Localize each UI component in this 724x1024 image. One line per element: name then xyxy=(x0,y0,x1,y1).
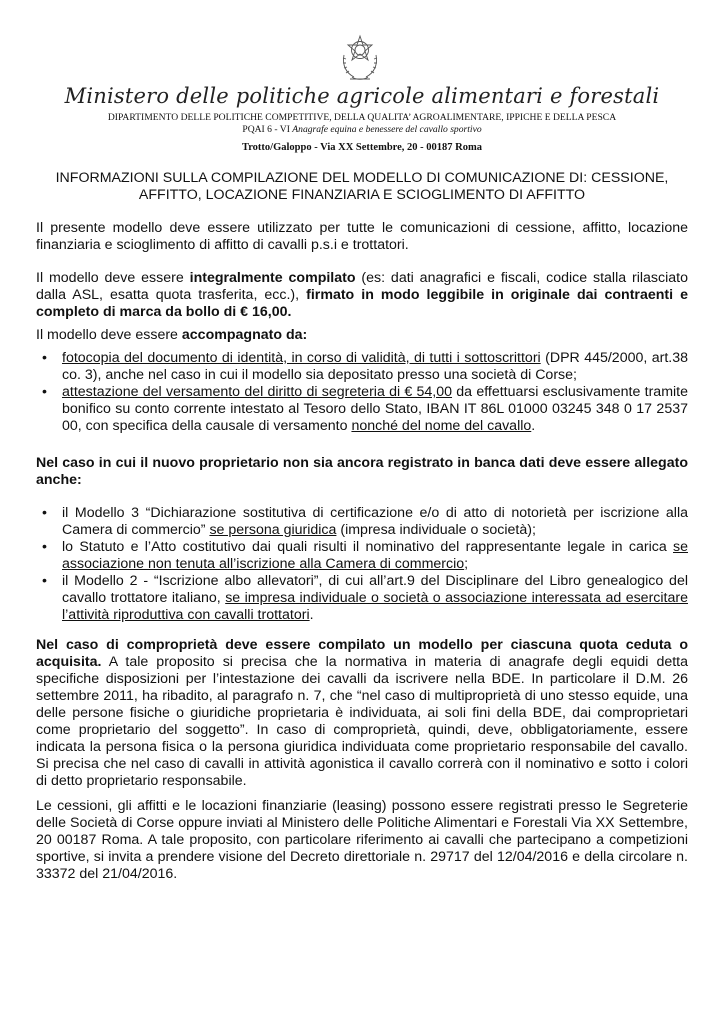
new-owner-paragraph xyxy=(36,455,688,489)
text-fragment: . xyxy=(309,607,314,623)
ministry-name: Ministero delle politiche agricole alimentari e forestali xyxy=(64,84,660,108)
text-fragment: Il modello deve essere xyxy=(36,327,182,343)
text-fragment: (impresa individuale o società); xyxy=(336,522,536,538)
list-item xyxy=(36,539,688,573)
attachments-list xyxy=(36,350,688,435)
intro-paragraph xyxy=(36,220,688,254)
bullet: • xyxy=(42,384,47,400)
underlined-fragment: se impresa individuale o società o associazione interessata ad esercitare l’attività riproduttiva con cavalli trottatori xyxy=(62,590,688,623)
text-fragment: A tale proposito si precisa che la normativa in materia di anagrafe degli equidi detta specifiche disposizioni per l’intestazione dei cavalli da iscrivere nella BDE. In particolare il D.M. 26 settembre 2011, ha ribadito, al paragrafo n. 7, che “nel caso di multiproprietà di uno stesso equide, una delle persone fisiche o giuridiche proprietaria è individuata, ai soli fini della BDE, dai comproprietari come proprietario del soggetto”. In caso di comproprietà, quindi, deve, obbligatoriamente, essere indicata la persona fisica o la persona giuridica individuata come proprietario responsabile del cavallo. Si precisa che nel caso di cavalli in attività agonistica il cavallo correrà con il nominativo e sotto i colori di detto proprietario responsabile. xyxy=(36,654,688,789)
bold-fragment: accompagnato da: xyxy=(181,327,308,343)
intro-text: Il presente modello deve essere utilizzato per tutte le comunicazioni di cessione, affitto, locazione finanziaria e scioglimento di affitto di cavalli p.s.i e trottatori. xyxy=(36,220,688,253)
italian-republic-emblem-icon xyxy=(338,33,382,83)
office-address: Trotto/Galoppo - Via XX Settembre, 20 - 00187 Roma xyxy=(241,142,483,153)
text-fragment: il Modello 3 “Dichiarazione sostitutiva di certificazione e/o di atto di notorietà per iscrizione alla Camera di commercio” xyxy=(62,505,688,538)
text-fragment: Il modello deve essere xyxy=(36,270,190,286)
registration-paragraph xyxy=(36,798,688,883)
document-title: INFORMAZIONI SULLA COMPILAZIONE DEL MODELLO DI COMUNICAZIONE DI: CESSIONE, AFFITTO, LOCAZIONE FINANZIARIA E SCIOGLIMENTO DI AFFITTO xyxy=(55,170,669,203)
compilation-paragraph xyxy=(36,270,688,321)
text-fragment: lo Statuto e l’Atto costitutivo dai quali risulti il nominativo del rappresentante legale in carica xyxy=(62,539,674,555)
bullet: • xyxy=(42,350,47,366)
attachments-heading xyxy=(36,327,688,344)
office-code: PQAI 6 - VI xyxy=(242,124,290,135)
text-fragment: da effettuarsi esclusivamente tramite bonifico su conto corrente intestato al Tesoro dello Stato, IBAN IT 86L 01000 03245 348 0 17 2537 00, con specifica della causale di versamento xyxy=(62,384,689,434)
text-fragment: . xyxy=(531,418,536,434)
bullet: • xyxy=(42,539,47,555)
bullet: • xyxy=(42,573,47,589)
list-item xyxy=(36,350,688,384)
office-line xyxy=(0,124,724,135)
bold-fragment: integralmente compilato xyxy=(189,270,356,286)
underlined-fragment: attestazione del versamento del diritto di segreteria di € 54,00 xyxy=(62,384,453,400)
office-name: Anagrafe equina e benessere del cavallo sportivo xyxy=(292,124,482,135)
underlined-fragment: se persona giuridica xyxy=(209,522,337,538)
bold-fragment: Nel caso di comproprietà deve essere compilato un modello per ciascuna quota ceduta o acquisita. xyxy=(36,637,688,670)
text-fragment: (es: dati anagrafici e fiscali, codice stalla rilasciato dalla ASL, esatta quota trasferita, ecc.), xyxy=(36,270,688,303)
text-fragment: ; xyxy=(464,556,469,572)
bold-fragment: firmato in modo leggibile in originale dai contraenti e completo di marca da bollo di € 16,00. xyxy=(36,287,688,320)
co-ownership-paragraph xyxy=(36,637,688,790)
bold-fragment: Nel caso in cui il nuovo proprietario non sia ancora registrato in banca dati deve essere allegato anche: xyxy=(36,455,688,488)
list-item xyxy=(36,573,688,624)
text-fragment: (DPR 445/2000, art.38 co. 3), anche nel caso in cui il modello sia depositato presso una società di Corse; xyxy=(62,350,688,383)
bullet: • xyxy=(42,505,47,521)
text-fragment: il Modello 2 - “Iscrizione albo allevatori”, di cui all’art.9 del Disciplinare del Libro genealogico del cavallo trottatore italiano, xyxy=(62,573,688,606)
department-name: DIPARTIMENTO DELLE POLITICHE COMPETITIVE, DELLA QUALITA’ AGROALIMENTARE, IPPICHE E DELLA PESCA xyxy=(107,112,617,123)
underlined-fragment: nonché del nome del cavallo xyxy=(351,418,532,434)
underlined-fragment: fotocopia del documento di identità, in corso di validità, di tutti i sottoscrittori xyxy=(62,350,541,366)
list-item xyxy=(36,384,688,435)
registration-text: Le cessioni, gli affitti e le locazioni finanziarie (leasing) possono essere registrati presso le Segreterie delle Società di Corse oppure inviati al Ministero delle Politiche Alimentari e Forestali Via XX Settembre, 20 00187 Roma. A tale proposito, con particolare riferimento ai cavalli che partecipano a competizioni sportive, si invita a prendere visione del Decreto direttoriale n. 29717 del 12/04/2016 e della circolare n. 33372 del 21/04/2016. xyxy=(36,798,688,882)
new-owner-attachments-list xyxy=(36,505,688,624)
list-item xyxy=(36,505,688,539)
underlined-fragment: se associazione non tenuta all’iscrizione alla Camera di commercio xyxy=(62,539,688,572)
